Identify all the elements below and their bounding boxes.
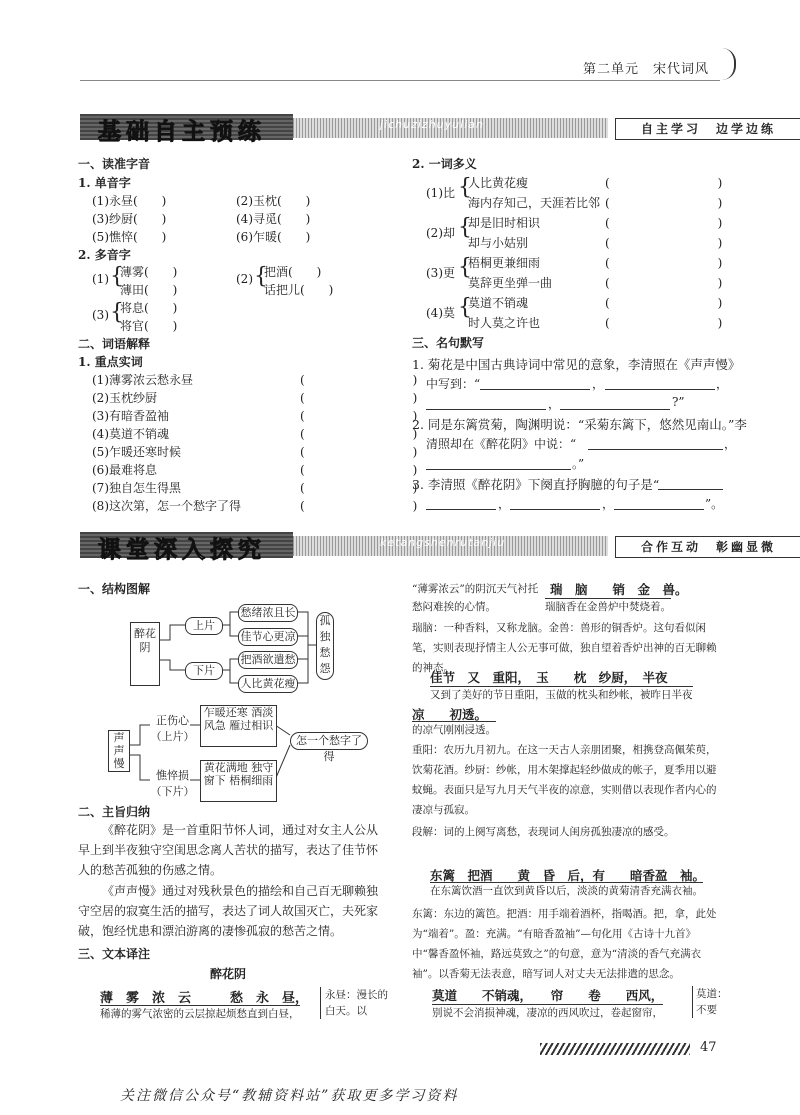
single-item: (3)纱厨( ) [92,212,167,226]
poem-line: 薄 雾 浓 云 愁 永 昼， [100,991,309,1006]
poem-translation: 在东篱饮酒一直饮到黄昏以后，淡淡的黄菊清香充满衣袖。 [430,882,703,898]
poem-translation: 又到了美好的节日重阳，玉做的枕头和纱帐，被昨日半夜 [430,686,693,702]
section-heading: 二、词语解释 [78,337,151,351]
word-item: (4)莫道不销魂 [92,427,169,441]
answer-paren: ( ) [605,256,723,270]
diagram-end: 孤独愁怨 [316,612,334,680]
banner-title: 课堂深入探究 [98,537,266,563]
annotation: 东篱：东边的篱笆。把酒：用手端着酒杯，指喝酒。把，拿，此处为“端着”。盈：充满。“有暗香盈袖”—句化用《古诗十九首》中“馨香盈怀袖，路远莫致之”的句意，意为“清淡的香气充满衣袖”。以香菊无法表意，暗写词人对丈夫无法排遣的思念。 [412,908,717,980]
segment-explanation: 段解：词的上阕写离愁，表现词人闺房孤独凄凉的感受。 [412,826,675,838]
poly-num: (3)更 [426,266,455,280]
section-heading: 一、结构图解 [78,582,151,596]
diagram-node: 黄花满地 独守窗下 梧桐细雨 [200,760,277,802]
section-heading: 一、读准字音 [78,157,151,171]
poem-line: 凉 初透。 [412,707,488,722]
diagram-node: 乍暖还寒 酒淡风急 雁过相识 [200,705,277,747]
annotation: 莫道：不要 [692,986,728,1018]
word-item: (1)薄雾浓云愁永昼 [92,373,193,387]
poem-translation: 稀薄的雾气浓密的云层掠起烦愁直到白昼， [100,1005,300,1021]
diagram-end: 怎一个愁字了得 [290,732,368,750]
question-1: 1. 菊花是中国古典诗词中常见的意象，李清照在《声声慢》 [412,357,741,372]
multi-b: 将官( ) [120,319,178,333]
summary-1: 《醉花阴》是一首重阳节怀人词，通过对女主人公从早上到半夜独守空闺思念离人苦状的描写，表达了佳节怀人的愁苦孤独的伤感之情。 [78,823,379,877]
single-item: (5)憔悴( ) [92,230,167,244]
poem-line: 东篱 把酒 黄 昏 后，有 暗香盈 袖。 [430,868,706,883]
question-3-end: ”。 [705,497,724,511]
answer-paren: ( ) [300,391,418,405]
poly-b: 莫辞更坐弹一曲 [468,276,553,290]
word-item: (6)最难将息 [92,463,157,477]
question-3: 3. 李清照《醉花阴》下阕直抒胸臆的句子是“ [412,477,660,492]
annotation: 重阳：农历九月初九。在这一天古人亲朋团聚，相携登高佩茱萸，饮菊花酒。纱厨：纱帐，用木架撑起轻纱做成的帐子，夏季用以避蚊蝇。表面只是写九月天气半夜的凉意，实则借以表现作者内心的凄凉与孤寂。 [412,744,717,816]
single-item: (6)乍暖( ) [236,230,311,244]
multi-a: 将息( ) [120,301,178,315]
multi-a: 薄雾( ) [120,265,178,279]
answer-paren: ( ) [300,499,418,513]
diagram-node: 愁绪浓且长 [238,604,298,622]
banner-pinyin: jichuzizhuyulian [380,118,484,131]
multi-num: (1) [92,272,109,286]
annotation: 永昼：漫长的白天。以 [320,987,393,1019]
poly-num: (1)比 [426,186,455,200]
diagram-node: 佳节心更凉 [238,628,298,646]
question-2-end: 。” [572,457,585,471]
word-item: (7)独自怎生得黑 [92,481,181,495]
answer-paren: ( ) [605,296,723,310]
section-heading: 三、文本译注 [78,947,151,961]
single-item: (1)永昼( ) [92,194,167,208]
banner-pinyin: ketangshenrutanjiu [380,536,506,549]
section-heading: 二、主旨归纳 [78,805,151,819]
question-1-end: ?” [672,395,685,409]
diagram-root: 声声慢 [108,730,130,772]
annotation: “薄雾浓云”的阴沉天气衬托愁闷难挨的心情。 [412,583,539,613]
footer-note: 关注微信公众号“教辅资料站”获取更多学习资料 [120,1088,459,1104]
multi-num: (2) [236,272,253,286]
answer-paren: ( ) [605,276,723,290]
banner-tag: 自主学习 边学边练 [615,118,800,140]
answer-paren: ( ) [300,445,418,459]
answer-paren: ( ) [605,236,723,250]
poly-a: 莫道不销魂 [468,296,529,310]
answer-paren: ( ) [300,409,418,423]
word-item: (5)乍暖还寒时候 [92,445,181,459]
poly-a: 人比黄花瘦 [468,176,529,190]
multi-num: (3) [92,308,109,322]
answer-paren: ( ) [300,463,418,477]
poem-translation: 瑞脑香在金兽炉中焚烧着。 [545,598,671,614]
answer-paren: ( ) [605,316,723,330]
poem-line: 莫道 不销魂， 帘 卷 西风， [432,988,664,1003]
poem-line: 瑞 脑 销 金 兽。 [550,582,688,597]
answer-paren: ( ) [300,481,418,495]
answer-paren: ( ) [605,196,723,210]
section-heading: 三、名句默写 [412,336,485,350]
sub-heading: 2. 一词多义 [412,157,477,171]
diagram-node: 憔悴损（下片） [150,769,195,798]
answer-paren: ( ) [605,176,723,190]
diagram-node: 上片 [185,617,223,635]
single-item: (4)寻觅( ) [236,212,311,226]
unit-title: 第二单元 宋代词风 [583,62,710,77]
single-item: (2)玉枕( ) [236,194,311,208]
answer-paren: ( ) [300,427,418,441]
banner-tag: 合作互动 彰幽显微 [615,536,800,558]
diagram-root: 醉花阴 [130,622,160,686]
sub-heading: 1. 重点实词 [78,355,143,369]
annotation: 瑞脑：一种香料，又称龙脑。金兽：兽形的铜香炉。这句看似闲笔，实则表现抒情主人公无事可做，独自望着香炉出神的百无聊赖的神态。 [412,622,717,674]
question-2-b: 清照却在《醉花阴》中说：“ [426,437,577,451]
multi-b: 薄田( ) [120,283,178,297]
multi-b: 话把儿( ) [264,283,334,297]
poly-num: (4)莫 [426,306,455,320]
poly-a: 却是旧时相识 [468,216,541,230]
poem-title: 醉花阴 [210,967,247,981]
poly-b: 却与小姑别 [468,236,529,250]
poly-num: (2)却 [426,226,455,240]
poly-b: 时人莫之许也 [468,316,541,330]
poly-b: 海内存知己，天涯若比邻 [468,196,601,210]
answer-paren: ( ) [300,373,418,387]
multi-a: 把酒( ) [264,265,322,279]
sub-heading: 1. 单音字 [78,176,131,190]
word-item: (2)玉枕纱厨 [92,391,157,405]
answer-paren: ( ) [605,216,723,230]
word-item: (3)有暗香盈袖 [92,409,169,423]
page-number-deco [540,1043,690,1055]
diagram-node: 下片 [185,662,223,680]
question-2: 2. 同是东篱赏菊，陶渊明说：“采菊东篱下，悠然见南山。”李 [412,417,747,432]
poem-translation: 别说不会消损神魂，凄凉的西风吹过，卷起窗帘， [432,1004,663,1020]
diagram-node: 把酒欲遣愁 [238,651,298,669]
page-number: 47 [700,1040,717,1055]
question-1-b: 中写到：“ [426,377,481,391]
diagram-node: 正伤心（上片） [150,714,195,743]
poem-line: 佳节 又 重阳， 玉 枕 纱厨， 半夜 [430,670,668,685]
poem-translation: 的凉气刚刚浸透。 [412,721,496,737]
poly-a: 梧桐更兼细雨 [468,256,541,270]
word-item: (8)这次第，怎一个愁字了得 [92,499,241,513]
banner-title: 基础自主预练 [98,119,266,145]
diagram-node: 人比黄花瘦 [238,675,298,693]
sub-heading: 2. 多音字 [78,248,131,262]
summary-2: 《声声慢》通过对残秋景色的描绘和自己百无聊赖独守空居的寂寞生活的描写，表达了词人故国灭亡，夫死家破，饱经忧患和漂泊游离的凄惨孤寂的愁苦之情。 [78,884,379,938]
